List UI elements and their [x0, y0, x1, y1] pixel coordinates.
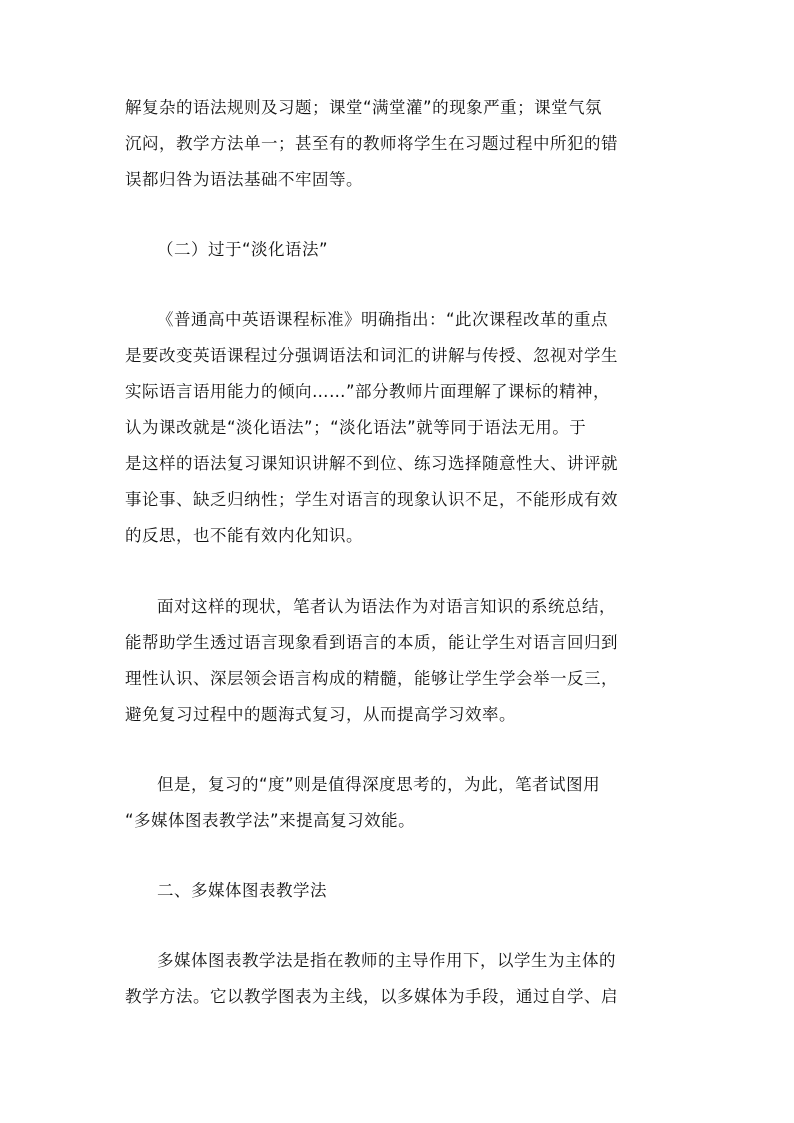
paragraph-line: 理性认识、深层领会语言构成的精髓，能够让学生学会举一反三，: [125, 669, 618, 688]
section-heading: 二、多媒体图表教学法: [157, 881, 327, 900]
paragraph-line: 认为课改就是“淡化语法”；“淡化语法”就等同于语法无用。于: [125, 418, 587, 437]
paragraph-line: 能帮助学生透过语言现象看到语言的本质，能让学生对语言回归到: [125, 633, 618, 652]
paragraph-line: “多媒体图表教学法”来提高复习效能。: [125, 811, 416, 830]
paragraph-line: 的反思，也不能有效内化知识。: [125, 526, 363, 545]
paragraph-line: 多媒体图表教学法是指在教师的主导作用下，以学生为主体的: [157, 951, 616, 970]
paragraph-line: 《普通高中英语课程标准》明确指出：“此次课程改革的重点: [157, 310, 609, 329]
paragraph-line: 是要改变英语课程过分强调语法和词汇的讲解与传授、忽视对学生: [125, 346, 618, 365]
paragraph-line: 面对这样的现状，笔者认为语法作为对语言知识的系统总结，: [157, 597, 616, 616]
paragraph-line: 避免复习过程中的题海式复习，从而提高学习效率。: [125, 705, 516, 724]
section-heading: （二）过于“淡化语法”: [157, 240, 329, 259]
paragraph-line: 误都归咎为语法基础不牢固等。: [125, 170, 363, 189]
paragraph-line: 解复杂的语法规则及习题；课堂“满堂灌”的现象严重；课堂气氛: [125, 98, 603, 117]
paragraph-line: 事论事、缺乏归纳性；学生对语言的现象认识不足，不能形成有效: [125, 490, 618, 509]
paragraph-line: 是这样的语法复习课知识讲解不到位、练习选择随意性大、讲评就: [125, 454, 618, 473]
paragraph-line: 沉闷，教学方法单一；甚至有的教师将学生在习题过程中所犯的错: [125, 134, 618, 153]
paragraph-line: 教学方法。它以教学图表为主线，以多媒体为手段，通过自学、启: [125, 987, 618, 1006]
paragraph-line: 但是，复习的“度”则是值得深度思考的，为此，笔者试图用: [157, 775, 601, 794]
paragraph-line: 实际语言语用能力的倾向……”部分教师片面理解了课标的精神，: [125, 382, 611, 401]
